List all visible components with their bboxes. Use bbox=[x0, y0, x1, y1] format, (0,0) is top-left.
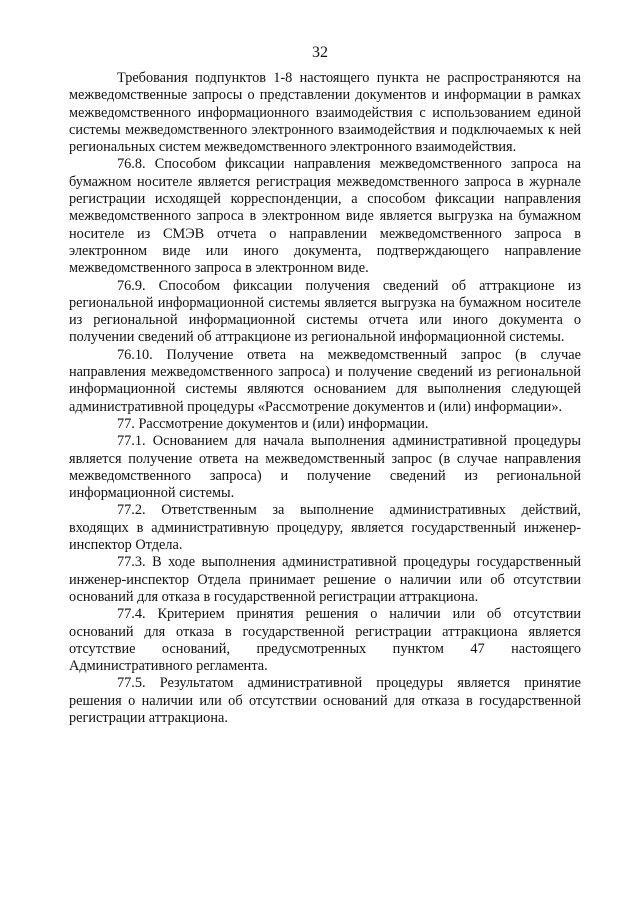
page-number: 32 bbox=[312, 44, 328, 61]
paragraph-77-1: 77.1. Основанием для начала выполнения административной процедуры является получение ответа на межведомственный запрос (в случае направления межведомственного запроса) и получение сведений из региональной информационной системы. bbox=[69, 433, 581, 502]
paragraph-77-5: 77.5. Результатом административной процедуры является принятие решения о наличии или об отсутствии оснований для отказа в государственной регистрации аттракциона. bbox=[69, 675, 581, 726]
document-body bbox=[69, 70, 581, 727]
paragraph-76-10: 76.10. Получение ответа на межведомственный запрос (в случае направления межведомственного запроса) и получение сведений из региональной информационной системы являются основанием для выполнения следующей административной процедуры «Рассмотрение документов и (или) информации». bbox=[69, 346, 581, 415]
paragraph-76-8: 76.8. Способом фиксации направления межведомственного запроса на бумажном носителе является регистрация межведомственного запроса в журнале регистрации исходящей корреспонденции, а способом фиксации направления межведомственного запроса в электронном виде является выгрузка на бумажном носителе из СМЭВ отчета о направлении межведомственного запроса в электронном виде или иного документа, подтверждающего направление межведомственного запроса в электронном виде. bbox=[69, 156, 581, 277]
paragraph-76-9: 76.9. Способом фиксации получения сведений об аттракционе из региональной информационной системы является выгрузка на бумажном носителе из региональной информационной системы отчета или иного документа о получении сведений об аттракционе из региональной информационной системы. bbox=[69, 277, 581, 346]
paragraph-77-4: 77.4. Критерием принятия решения о наличии или об отсутствии оснований для отказа в государственной регистрации аттракциона является отсутствие оснований, предусмотренных пунктом 47 настоящего Административного регламента. bbox=[69, 606, 581, 675]
paragraph-77-2: 77.2. Ответственным за выполнение административных действий, входящих в административную процедуру, является государственный инженер-инспектор Отдела. bbox=[69, 502, 581, 554]
paragraph-requirements-note: Требования подпунктов 1-8 настоящего пункта не распространяются на межведомственные запросы о представлении документов и информации в рамках межведомственного информационного взаимодействия с использованием единой системы межведомственного электронного взаимодействия и подключаемых к ней региональных систем межведомственного электронного взаимодействия. bbox=[69, 70, 581, 156]
paragraph-77-heading: 77. Рассмотрение документов и (или) информации. bbox=[117, 415, 429, 432]
paragraph-77-3: 77.3. В ходе выполнения административной процедуры государственный инженер-инспектор Отдела принимает решение о наличии или об отсутствии оснований для отказа в государственной регистрации аттракциона. bbox=[69, 554, 581, 605]
